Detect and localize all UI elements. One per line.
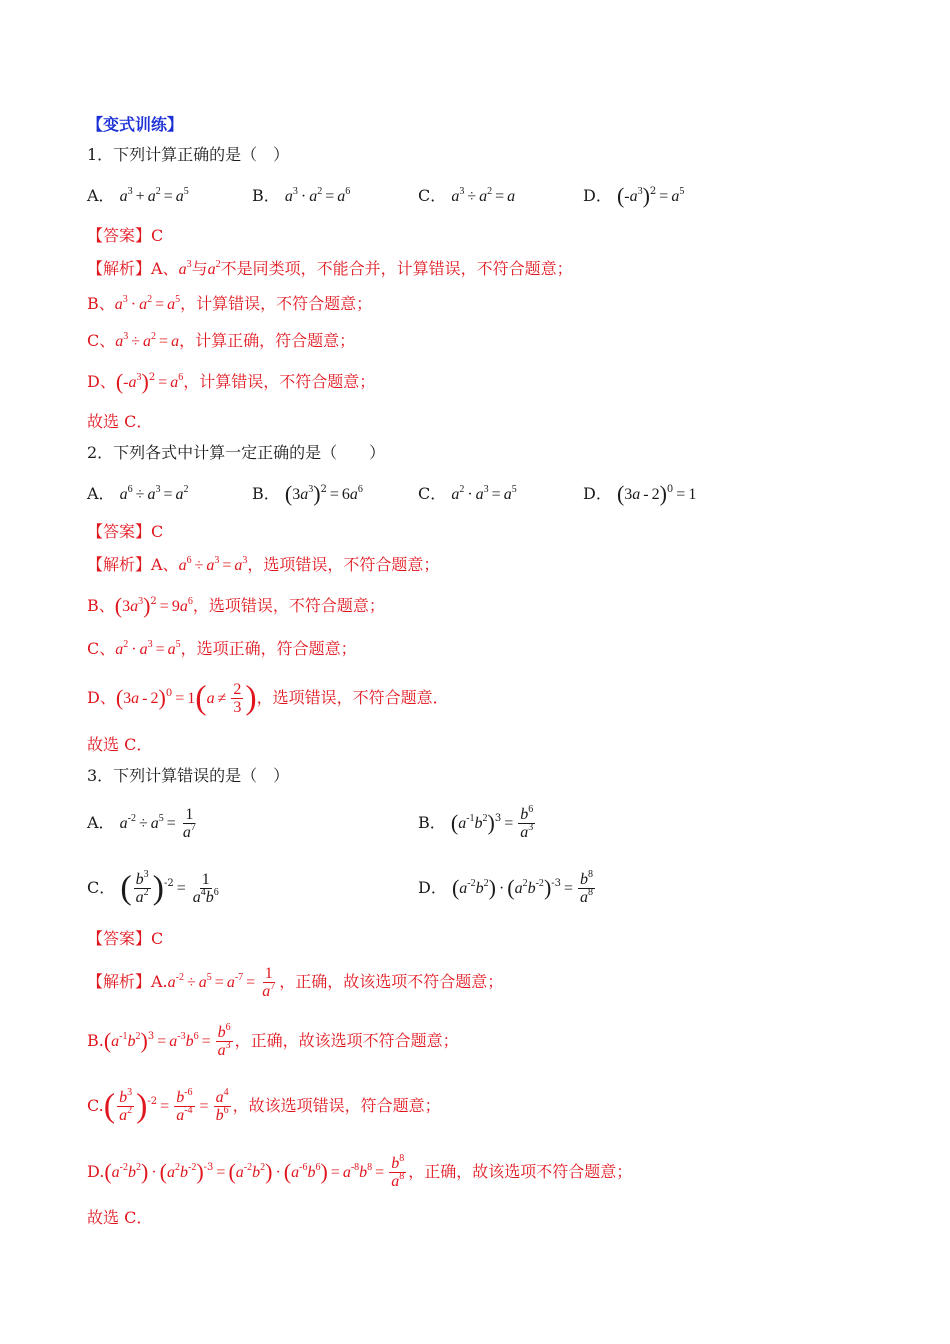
- q2-explanation-d: D、(3a - 2)$^0$ = 1(a ≠ $\frac{2}{3}$ )，选项错误，不符合题意．: [87, 679, 449, 717]
- q3-conclusion: 故选 C．: [87, 1208, 153, 1227]
- q1-explanation-b: B、$a^3 \cdot a^2 = a^5$，计算错误，不符合题意；: [87, 294, 373, 313]
- section-title: 【变式训练】: [87, 115, 184, 134]
- q3-explanation-a: 【解析】$A.a^{-2} \div a^5 = a^{-7}$ = $\frac{1}{a^7}$ ，正确，故该选项不符合题意；: [87, 965, 504, 1000]
- q3-explanation-b: $B.(a^{-1}b^2)^3 = a^{-3}b^6$ = $\frac{b^6}{a^3}$ ，正确，故该选项不符合题意；: [87, 1022, 459, 1059]
- q3-explanation-c: C.( $\frac{b^3}{a^2}$ )$^{-2}$ = $\frac{b^{-6}}{a^{-4}}$ = $\frac{a^4}{b^6}$ ，故该选项错误，符合题意；: [87, 1087, 441, 1125]
- q2-stem: 2．下列各式中计算一定正确的是（ ）: [87, 443, 386, 462]
- q2-option-d: D． (3a - 2)$^0$ = 1: [583, 481, 697, 506]
- q1-option-a: A． $a^3 + a^2 = a^5$: [87, 186, 189, 205]
- q3-option-d: D． $(a^{-2}b^2) \cdot (a^2b^{-2})^{-3}$ = $\frac{b^8}{a^8}$: [418, 869, 594, 906]
- q3-explanation-d: $D.(a^{-2}b^2) \cdot (a^2b^{-2})^{-3} = (a^{-2}b^2) \cdot (a^{-6}b^6) = a^{-8}b^8$ = $\frac{b^8}{a^8}$ ，正确，故该选项不符合题意；: [87, 1153, 633, 1190]
- q1-option-c: C． $a^3 \div a^2 = a$: [418, 186, 516, 205]
- q2-explanation-a: 【解析】A、$a^6 \div a^3 = a^3$，选项错误，不符合题意；: [87, 555, 440, 574]
- q2-explanation-c: C、$a^2 \cdot a^3 = a^5$，选项正确，符合题意；: [87, 639, 357, 658]
- q1-explanation-a: 【解析】A、$a^3$与$a^2$不是同类项，不能合并，计算错误，不符合题意；: [87, 259, 573, 278]
- q2-explanation-b: B、$(3a^3)^2 = 9a^6$，选项错误，不符合题意；: [87, 593, 385, 618]
- q1-option-b: B． $a^3 \cdot a^2 = a^6$: [252, 186, 351, 205]
- q1-explanation-d: D、$(-a^3)^2 = a^6$，计算错误，不符合题意；: [87, 369, 376, 394]
- q1-stem: 1．下列计算正确的是（ ）: [87, 145, 290, 164]
- q2-conclusion: 故选 C．: [87, 735, 153, 754]
- q1-answer: 【答案】C: [87, 226, 164, 245]
- q3-option-c: C． ( $\frac{b^3}{a^2}$ )$^{-2}$ = $\frac{1}{a^4b^6}$: [87, 869, 219, 907]
- q2-option-c: C． $a^2 \cdot a^3 = a^5$: [418, 484, 517, 503]
- q3-option-a: A． $a^{-2} \div a^5$ = $\frac{1}{a^7}$: [87, 806, 196, 841]
- q1-explanation-c: C、$a^3 \div a^2 = a$，计算正确，符合题意；: [87, 331, 356, 350]
- q1-conclusion: 故选 C．: [87, 412, 153, 431]
- q3-option-b: B． $(a^{-1}b^2)^3$ = $\frac{b^6}{a^3}$: [418, 804, 534, 841]
- q2-option-a: A． $a^6 \div a^3 = a^2$: [87, 484, 189, 503]
- q3-stem: 3．下列计算错误的是（ ）: [87, 766, 290, 785]
- q3-answer: 【答案】C: [87, 929, 164, 948]
- q2-answer: 【答案】C: [87, 522, 164, 541]
- q2-option-b: B． $(3a^3)^2 = 6a^6$: [252, 481, 363, 506]
- q1-option-d: D． $(-a^3)^2 = a^5$: [583, 183, 685, 208]
